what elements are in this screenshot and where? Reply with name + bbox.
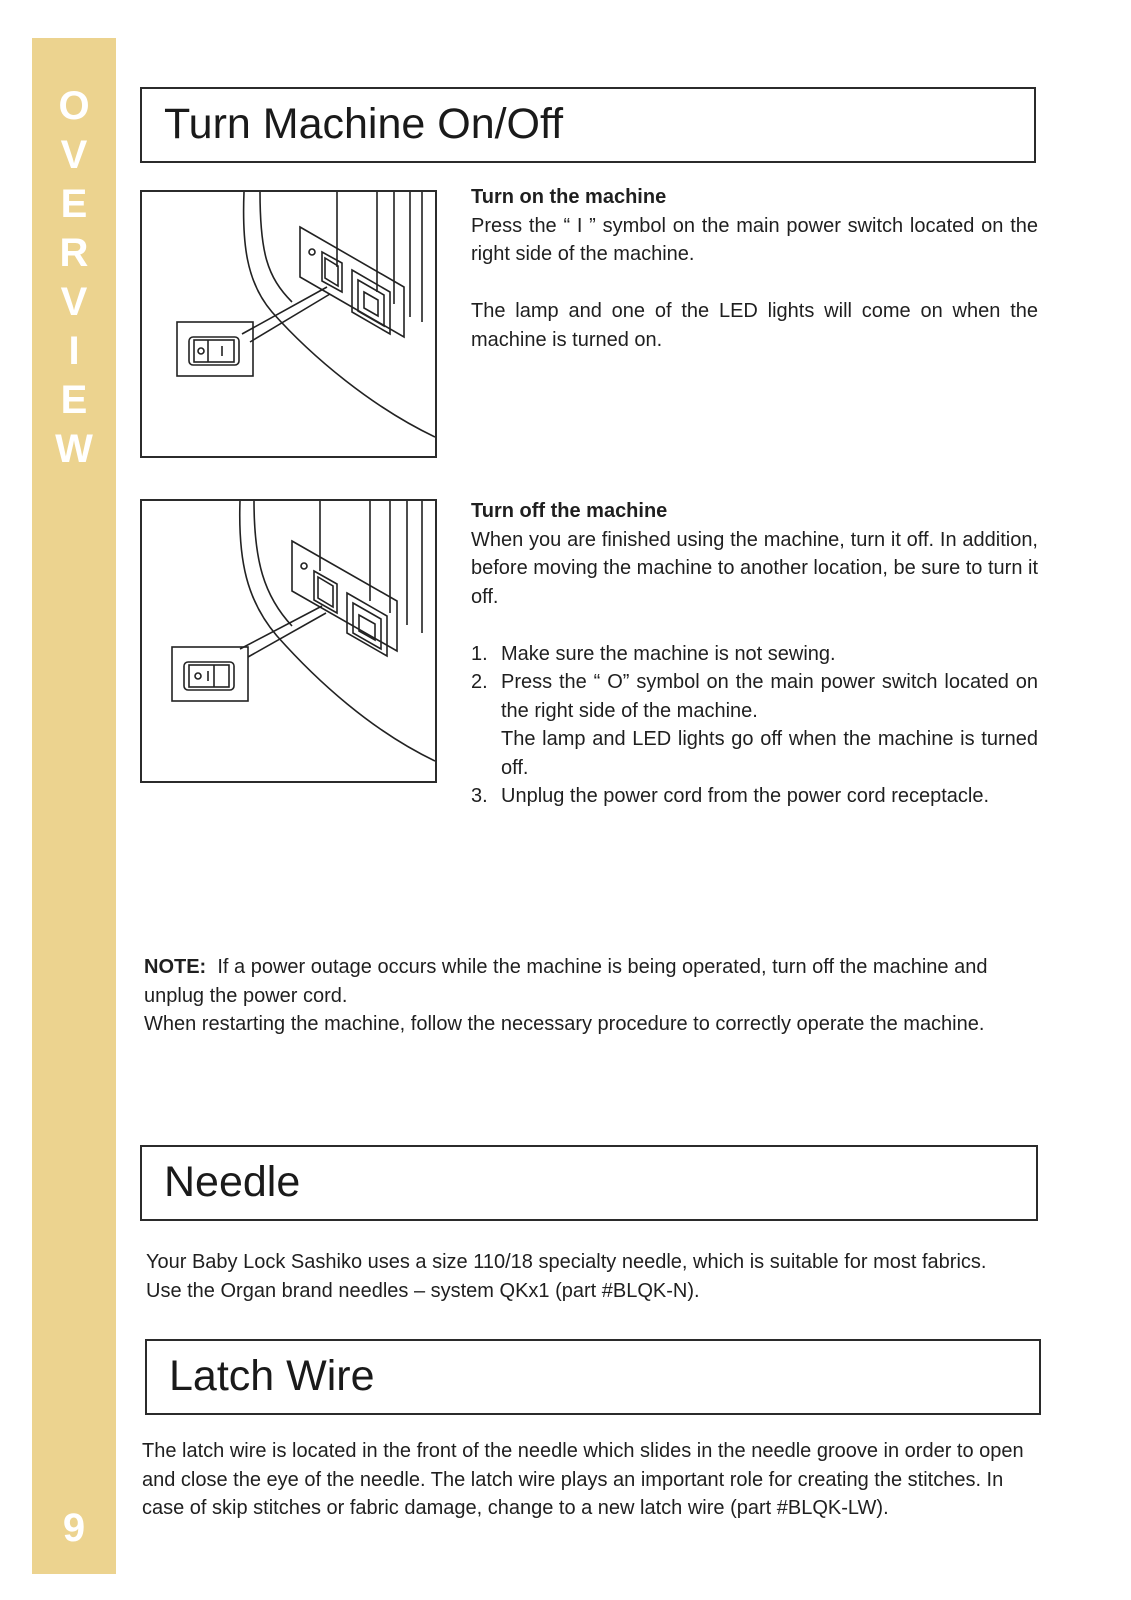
power-switch-on-icon bbox=[142, 192, 435, 456]
heading-needle bbox=[140, 1145, 1038, 1221]
turn-off-steps bbox=[471, 640, 1038, 811]
page-number: 9 bbox=[62, 1506, 86, 1550]
list-item bbox=[471, 668, 1038, 782]
note-label: NOTE: bbox=[144, 956, 207, 978]
heading-latch-wire bbox=[145, 1339, 1041, 1415]
heading-needle-title: Needle bbox=[164, 1158, 301, 1206]
turn-off-intro: When you are finished using the machine, turn it off. In addition, before moving the machine to another location, be sure to turn it off. bbox=[471, 528, 1039, 608]
turn-on-section bbox=[471, 183, 1038, 354]
turn-on-paragraph-1: Press the “ I ” symbol on the main power switch located on the right side of the machine. bbox=[471, 214, 1038, 265]
note-block bbox=[144, 953, 1036, 1039]
turn-off-section bbox=[471, 497, 1038, 811]
power-switch-on-illustration bbox=[140, 190, 437, 458]
turn-on-paragraph-2: The lamp and one of the LED lights will come on when the machine is turned on. bbox=[471, 300, 1038, 351]
sidebar-letter: V bbox=[60, 133, 88, 177]
turn-off-subtitle: Turn off the machine bbox=[471, 500, 668, 522]
step-number: 1. bbox=[471, 642, 488, 665]
section-title-vertical bbox=[32, 82, 116, 474]
sidebar-letter: R bbox=[59, 231, 89, 275]
sidebar-letter: V bbox=[60, 280, 88, 324]
needle-text-block bbox=[146, 1248, 1046, 1305]
power-switch-off-illustration bbox=[140, 499, 437, 783]
sidebar-letter: W bbox=[55, 427, 93, 471]
step-number: 3. bbox=[471, 785, 488, 807]
step-text: Press the “ O” symbol on the main power switch located on the right side of the machine. bbox=[501, 671, 1038, 722]
step-text: Unplug the power cord from the power cord receptacle. bbox=[501, 785, 990, 807]
heading-turn-machine-title: Turn Machine On/Off bbox=[164, 100, 564, 148]
section-sidebar bbox=[32, 38, 116, 1574]
sidebar-letter: E bbox=[60, 182, 88, 226]
list-item bbox=[471, 782, 1038, 811]
turn-on-subtitle: Turn on the machine bbox=[471, 186, 667, 208]
needle-text-2: Use the Organ brand needles – system QKx1 (part #BLQK-N). bbox=[146, 1279, 700, 1302]
power-switch-off-icon bbox=[142, 501, 435, 781]
latch-wire-text-block bbox=[142, 1437, 1042, 1523]
latch-wire-text: The latch wire is located in the front of the needle which slides in the needle groove in order to open and close the eye of the needle. The latch wire plays an important role for creating the stitches. In case of skip stitches or fabric damage, change to a new latch wire (part #BLQK-LW). bbox=[142, 1440, 1024, 1519]
heading-turn-machine bbox=[140, 87, 1036, 163]
note-text: If a power outage occurs while the machine is being operated, turn off the machine and unplug the power cord. bbox=[144, 956, 988, 1007]
sidebar-letter: O bbox=[58, 84, 90, 128]
needle-text-1: Your Baby Lock Sashiko uses a size 110/18 specialty needle, which is suitable for most fabrics. bbox=[146, 1251, 987, 1273]
heading-latch-wire-title: Latch Wire bbox=[169, 1352, 375, 1400]
sidebar-letter: I bbox=[68, 329, 80, 373]
step-number: 2. bbox=[471, 671, 488, 693]
sidebar-letter: E bbox=[60, 378, 88, 422]
step-extra-text: The lamp and LED lights go off when the machine is turned off. bbox=[501, 728, 1038, 779]
list-item bbox=[471, 640, 1038, 669]
note-text-2: When restarting the machine, follow the necessary procedure to correctly operate the machine. bbox=[144, 1013, 985, 1035]
step-text: Make sure the machine is not sewing. bbox=[501, 642, 836, 665]
